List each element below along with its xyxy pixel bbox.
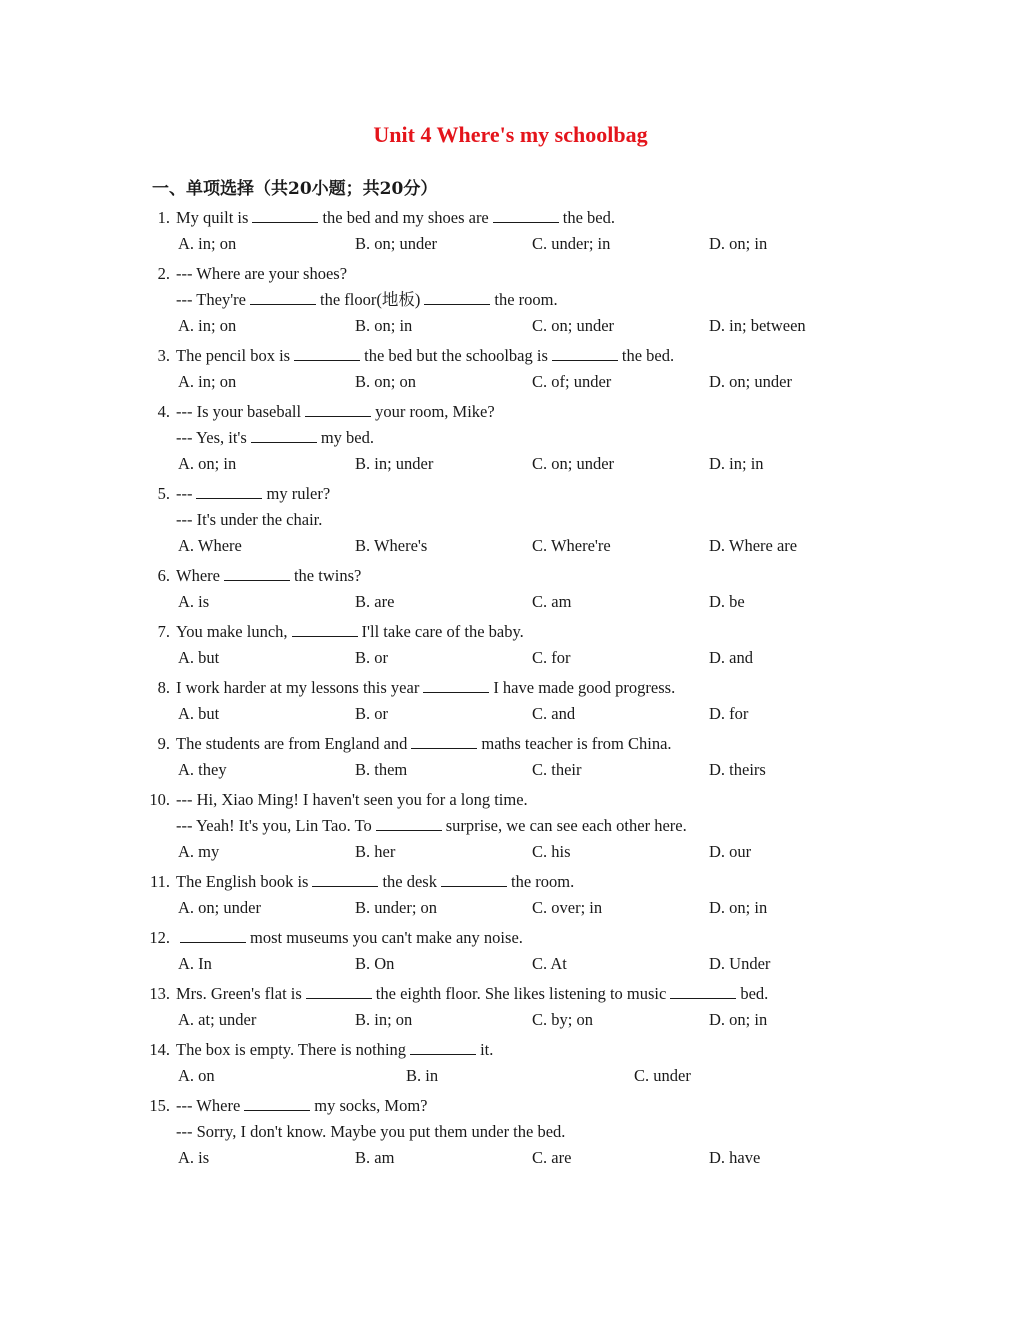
option-a[interactable]: A. my <box>178 842 220 861</box>
question-stem <box>176 787 528 813</box>
question-1 <box>0 205 1021 257</box>
stem-text: the bed and my shoes are <box>322 208 489 227</box>
stem-text: The English book is <box>176 872 309 891</box>
question-14 <box>0 1037 1021 1089</box>
option-d[interactable]: D. on; in <box>709 898 768 917</box>
question-stem <box>176 619 524 645</box>
question-number: 7. <box>157 622 170 641</box>
option-a[interactable]: A. they <box>178 760 227 779</box>
question-number: 3. <box>157 346 170 365</box>
question-9 <box>0 731 1021 783</box>
question-line <box>0 731 1021 757</box>
answer-blank[interactable] <box>411 732 477 749</box>
question-stem <box>176 1093 428 1119</box>
option-a[interactable]: A. on; under <box>178 898 261 917</box>
question-line <box>0 813 1021 839</box>
option-a[interactable]: A. is <box>178 592 210 611</box>
answer-blank[interactable] <box>305 400 371 417</box>
option-d[interactable]: D. for <box>709 704 749 723</box>
stem-text: the room. <box>510 872 575 891</box>
stem-text: --- Yeah! It's you, Lin Tao. To <box>176 816 372 835</box>
question-number: 8. <box>157 678 170 697</box>
question-line <box>0 787 1021 813</box>
option-a[interactable]: A. In <box>178 954 212 973</box>
option-b[interactable]: B. are <box>355 592 395 611</box>
stem-text: --- Where are your shoes? <box>176 264 348 283</box>
option-b[interactable]: B. in; under <box>355 454 434 473</box>
question-8 <box>0 675 1021 727</box>
question-stem <box>176 981 768 1007</box>
question-4 <box>0 399 1021 477</box>
option-c[interactable]: C. under <box>634 1066 691 1085</box>
stem-text: the desk <box>382 872 437 891</box>
options-row <box>0 839 1021 865</box>
question-number: 11. <box>149 872 170 891</box>
question-15 <box>0 1093 1021 1171</box>
option-b[interactable]: B. on; in <box>355 316 413 335</box>
stem-text: --- Hi, Xiao Ming! I haven't seen you for a long time. <box>176 790 528 809</box>
question-number: 14. <box>149 1040 170 1059</box>
question-stem <box>176 399 495 425</box>
question-stem <box>176 205 615 231</box>
question-line <box>0 619 1021 645</box>
option-c[interactable]: C. and <box>532 704 576 723</box>
question-line <box>0 481 1021 507</box>
stem-text: the eighth floor. She likes listening to music <box>375 984 667 1003</box>
answer-blank[interactable] <box>670 982 736 999</box>
options-row <box>0 369 1021 395</box>
option-d[interactable]: D. on; in <box>709 234 768 253</box>
stem-text: I have made good progress. <box>493 678 676 697</box>
answer-blank[interactable] <box>423 676 489 693</box>
question-line <box>0 563 1021 589</box>
option-c[interactable]: C. on; under <box>532 454 615 473</box>
option-d[interactable]: D. on; under <box>709 372 792 391</box>
option-b[interactable]: B. or <box>355 704 388 723</box>
stem-text: You make lunch, <box>176 622 288 641</box>
question-stem <box>176 813 687 839</box>
option-b[interactable]: B. under; on <box>355 898 438 917</box>
question-line <box>0 205 1021 231</box>
option-a[interactable]: A. on <box>178 1066 215 1085</box>
stem-text: your room, Mike? <box>375 402 495 421</box>
options-row <box>0 231 1021 257</box>
option-c[interactable]: C. under; in <box>532 234 611 253</box>
stem-text: bed. <box>740 984 769 1003</box>
options-row <box>0 1007 1021 1033</box>
question-stem <box>176 343 674 369</box>
answer-blank[interactable] <box>292 620 358 637</box>
question-2 <box>0 261 1021 339</box>
stem-text: the bed. <box>621 346 675 365</box>
option-d[interactable]: D. Where are <box>709 536 798 555</box>
option-a[interactable]: A. but <box>178 704 220 723</box>
option-c[interactable]: C. for <box>532 648 571 667</box>
answer-blank[interactable] <box>306 982 372 999</box>
option-c[interactable]: C. Where're <box>532 536 611 555</box>
question-number: 2. <box>157 264 170 283</box>
question-line <box>0 1093 1021 1119</box>
option-c[interactable]: C. am <box>532 592 572 611</box>
stem-text: my ruler? <box>266 484 331 503</box>
stem-text: --- They're <box>176 290 247 309</box>
question-line <box>0 425 1021 451</box>
option-d[interactable]: D. in; in <box>709 454 764 473</box>
stem-text: I'll take care of the baby. <box>361 622 524 641</box>
question-number: 4. <box>157 402 170 421</box>
question-stem <box>176 1119 565 1145</box>
question-12 <box>0 925 1021 977</box>
option-d[interactable]: D. Under <box>709 954 771 973</box>
options-row <box>0 757 1021 783</box>
stem-text: the room. <box>494 290 558 309</box>
question-stem <box>176 425 374 451</box>
options-row <box>0 645 1021 671</box>
answer-blank[interactable] <box>196 482 262 499</box>
stem-text: the bed but the schoolbag is <box>364 346 548 365</box>
stem-text: my bed. <box>320 428 374 447</box>
stem-text: the floor(地板) <box>320 290 421 309</box>
stem-text: maths teacher is from China. <box>481 734 672 753</box>
option-a[interactable]: A. Where <box>178 536 242 555</box>
stem-text: --- Is your baseball <box>176 402 302 421</box>
question-5 <box>0 481 1021 559</box>
answer-blank[interactable] <box>294 344 360 361</box>
option-b[interactable]: B. in <box>406 1066 439 1085</box>
question-6 <box>0 563 1021 615</box>
worksheet-title: Unit 4 Where's my schoolbag <box>373 122 648 147</box>
question-line <box>0 1119 1021 1145</box>
question-stem <box>176 563 361 589</box>
stem-text: The students are from England and <box>176 734 408 753</box>
stem-text: most museums you can't make any noise. <box>250 928 523 947</box>
question-number: 13. <box>149 984 170 1003</box>
option-d[interactable]: D. on; in <box>709 1010 768 1029</box>
stem-text: Mrs. Green's flat is <box>176 984 302 1003</box>
stem-text: --- It's under the chair. <box>176 510 323 529</box>
stem-text: the twins? <box>293 566 362 585</box>
question-stem <box>176 869 574 895</box>
question-line <box>0 869 1021 895</box>
stem-text: Where <box>176 566 220 585</box>
answer-blank[interactable] <box>410 1038 476 1055</box>
option-c[interactable]: C. of; under <box>532 372 612 391</box>
option-a[interactable]: A. in; on <box>178 372 237 391</box>
question-stem <box>176 261 347 287</box>
option-b[interactable]: B. them <box>355 760 408 779</box>
answer-blank[interactable] <box>376 814 442 831</box>
option-d[interactable]: D. our <box>709 842 752 861</box>
option-b[interactable]: B. On <box>355 954 395 973</box>
answer-blank[interactable] <box>224 564 290 581</box>
answer-blank[interactable] <box>244 1094 310 1111</box>
options-row <box>0 533 1021 559</box>
question-stem <box>176 507 322 533</box>
option-b[interactable]: B. am <box>355 1148 395 1167</box>
question-number: 5. <box>157 484 170 503</box>
question-number: 9. <box>157 734 170 753</box>
options-row <box>0 701 1021 727</box>
question-number: 15. <box>149 1096 170 1115</box>
option-c[interactable]: C. on; under <box>532 316 615 335</box>
answer-blank[interactable] <box>251 426 317 443</box>
answer-blank[interactable] <box>250 288 316 305</box>
question-line <box>0 981 1021 1007</box>
option-a[interactable]: A. is <box>178 1148 210 1167</box>
stem-text: it. <box>480 1040 494 1059</box>
option-b[interactable]: B. in; on <box>355 1010 413 1029</box>
stem-text: I work harder at my lessons this year <box>176 678 420 697</box>
stem-text: The box is empty. There is nothing <box>176 1040 407 1059</box>
option-a[interactable]: A. but <box>178 648 220 667</box>
question-number: 1. <box>157 208 170 227</box>
stem-text: the bed. <box>562 208 615 227</box>
stem-text: --- <box>176 484 193 503</box>
answer-blank[interactable] <box>424 288 490 305</box>
option-c[interactable]: C. are <box>532 1148 572 1167</box>
answer-blank[interactable] <box>312 870 378 887</box>
option-d[interactable]: D. and <box>709 648 753 667</box>
question-line <box>0 925 1021 951</box>
question-10 <box>0 787 1021 865</box>
option-d[interactable]: D. theirs <box>709 760 766 779</box>
option-a[interactable]: A. in; on <box>178 234 237 253</box>
options-row <box>0 1063 1021 1089</box>
options-row <box>0 895 1021 921</box>
option-b[interactable]: B. or <box>355 648 388 667</box>
option-b[interactable]: B. her <box>355 842 396 861</box>
option-b[interactable]: B. on; under <box>355 234 438 253</box>
stem-text: --- Yes, it's <box>176 428 247 447</box>
section-heading: 一、单项选择（共20小题；共20分） <box>152 179 438 199</box>
answer-blank[interactable] <box>552 344 618 361</box>
stem-text: --- Where <box>176 1096 241 1115</box>
options-row <box>0 451 1021 477</box>
option-d[interactable]: D. be <box>709 592 745 611</box>
option-a[interactable]: A. on; in <box>178 454 237 473</box>
stem-text: surprise, we can see each other here. <box>445 816 687 835</box>
question-stem <box>176 731 672 757</box>
option-d[interactable]: D. in; between <box>709 316 806 335</box>
stem-text: The pencil box is <box>176 346 291 365</box>
stem-text: --- Sorry, I don't know. Maybe you put them under the bed. <box>176 1122 566 1141</box>
option-b[interactable]: B. Where's <box>355 536 428 555</box>
question-7 <box>0 619 1021 671</box>
options-row <box>0 313 1021 339</box>
answer-blank[interactable] <box>180 926 246 943</box>
question-stem <box>176 675 675 701</box>
stem-text: my socks, Mom? <box>314 1096 428 1115</box>
question-line <box>0 1037 1021 1063</box>
option-a[interactable]: A. in; on <box>178 316 237 335</box>
question-stem <box>176 1037 493 1063</box>
option-d[interactable]: D. have <box>709 1148 761 1167</box>
option-c[interactable]: C. by; on <box>532 1010 593 1029</box>
question-13 <box>0 981 1021 1033</box>
question-number: 6. <box>157 566 170 585</box>
answer-blank[interactable] <box>252 206 318 223</box>
option-c[interactable]: C. their <box>532 760 582 779</box>
question-number: 10. <box>149 790 170 809</box>
question-line <box>0 675 1021 701</box>
question-number: 12. <box>149 928 170 947</box>
question-stem <box>176 287 558 313</box>
question-list <box>0 205 1021 1175</box>
question-3 <box>0 343 1021 395</box>
answer-blank[interactable] <box>493 206 559 223</box>
question-line <box>0 343 1021 369</box>
option-c[interactable]: C. over; in <box>532 898 603 917</box>
option-c[interactable]: C. his <box>532 842 571 861</box>
question-stem <box>176 925 523 951</box>
question-stem <box>176 481 330 507</box>
answer-blank[interactable] <box>441 870 507 887</box>
stem-text: My quilt is <box>176 208 249 227</box>
question-line <box>0 287 1021 313</box>
option-a[interactable]: A. at; under <box>178 1010 257 1029</box>
options-row <box>0 589 1021 615</box>
question-line <box>0 399 1021 425</box>
options-row <box>0 1145 1021 1171</box>
options-row <box>0 951 1021 977</box>
question-line <box>0 261 1021 287</box>
option-b[interactable]: B. on; on <box>355 372 416 391</box>
question-line <box>0 507 1021 533</box>
option-c[interactable]: C. At <box>532 954 567 973</box>
question-11 <box>0 869 1021 921</box>
